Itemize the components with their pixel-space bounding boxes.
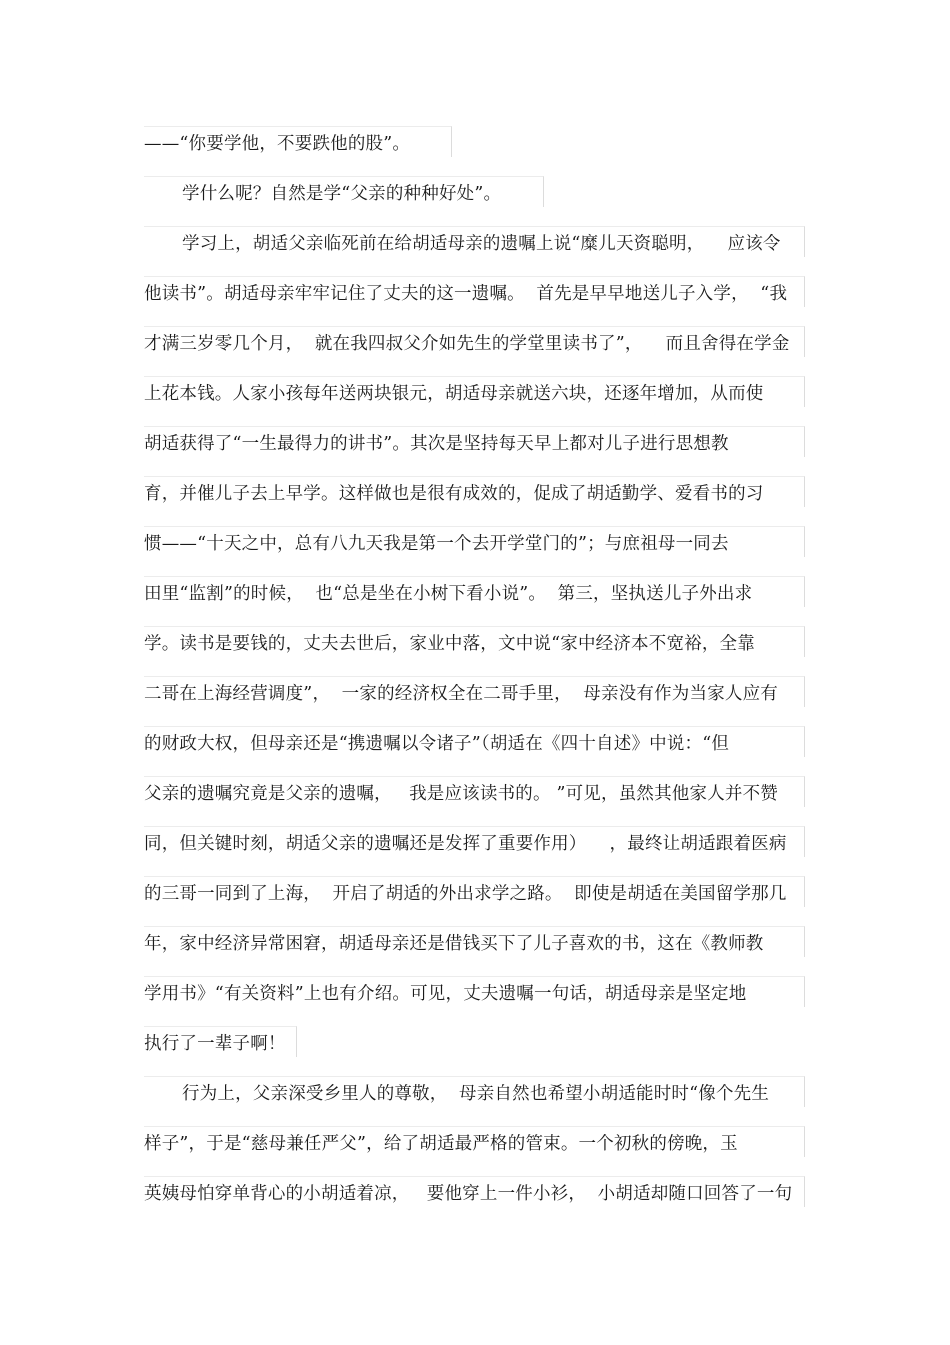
text-line: 学。读书是要钱的，丈夫去世后，家业中落，文中说“家中经济本不宽裕，全靠 [144,634,755,654]
text-line: 年，家中经济异常困窘，胡适母亲还是借钱买下了儿子喜欢的书，这在《教师教 [144,934,764,954]
text-line: 样子”，于是“慈母兼任严父”，给了胡适最严格的管束。一个初秋的傍晚，玉 [144,1134,738,1154]
text-line: 上花本钱。人家小孩每年送两块银元，胡适母亲就送六块，还逐年增加，从而使 [144,384,764,404]
text-line: 田里“监割”的时候， 也“总是坐在小树下看小说”。 第三，坚执送儿子外出求 [144,584,753,604]
text-line: 的财政大权，但母亲还是“携遗嘱以令诸子”（胡适在《四十自述》中说：“但 [144,734,730,754]
text-line: ——“你要学他，不要跌他的股”。 [144,134,411,154]
text-line: 他读书”。胡适母亲牢牢记住了丈夫的这一遗嘱。 首先是早早地送儿子入学， “我 [144,284,788,304]
text-line: 才满三岁零几个月， 就在我四叔父介如先生的学堂里读书了”， 而且舍得在学金 [144,334,790,354]
text-line: 惯——“十天之中，总有八九天我是第一个去开学堂门的”；与庶祖母一同去 [144,534,729,554]
text-line: 的三哥一同到了上海， 开启了胡适的外出求学之路。 即使是胡适在美国留学那几 [144,884,787,904]
text-line: 行为上，父亲深受乡里人的尊敬， 母亲自然也希望小胡适能时时“像个先生 [182,1084,770,1104]
text-line: 二哥在上海经营调度”， 一家的经济权全在二哥手里， 母亲没有作为当家人应有 [144,684,778,704]
text-line: 学什么呢？自然是学“父亲的种种好处”。 [182,184,502,204]
text-line: 父亲的遗嘱究竟是父亲的遗嘱， 我是应该读书的。 ”可见，虽然其他家人并不赞 [144,784,778,804]
text-line: 英姨母怕穿单背心的小胡适着凉， 要他穿上一件小衫， 小胡适却随口回答了一句 [144,1184,793,1204]
text-line: 同，但关键时刻，胡适父亲的遗嘱还是发挥了重要作用） ，最终让胡适跟着医病 [144,834,787,854]
text-line: 执行了一辈子啊！ [144,1034,286,1054]
text-line: 胡适获得了“一生最得力的讲书”。其次是坚持每天早上都对儿子进行思想教 [144,434,729,454]
text-line: 学习上，胡适父亲临死前在给胡适母亲的遗嘱上说“糜儿天资聪明， 应该令 [182,234,781,254]
text-line: 学用书》“有关资料”上也有介绍。可见，丈夫遗嘱一句话，胡适母亲是坚定地 [144,984,747,1004]
text-line: 育，并催儿子去上早学。这样做也是很有成效的，促成了胡适勤学、爱看书的习 [144,484,764,504]
